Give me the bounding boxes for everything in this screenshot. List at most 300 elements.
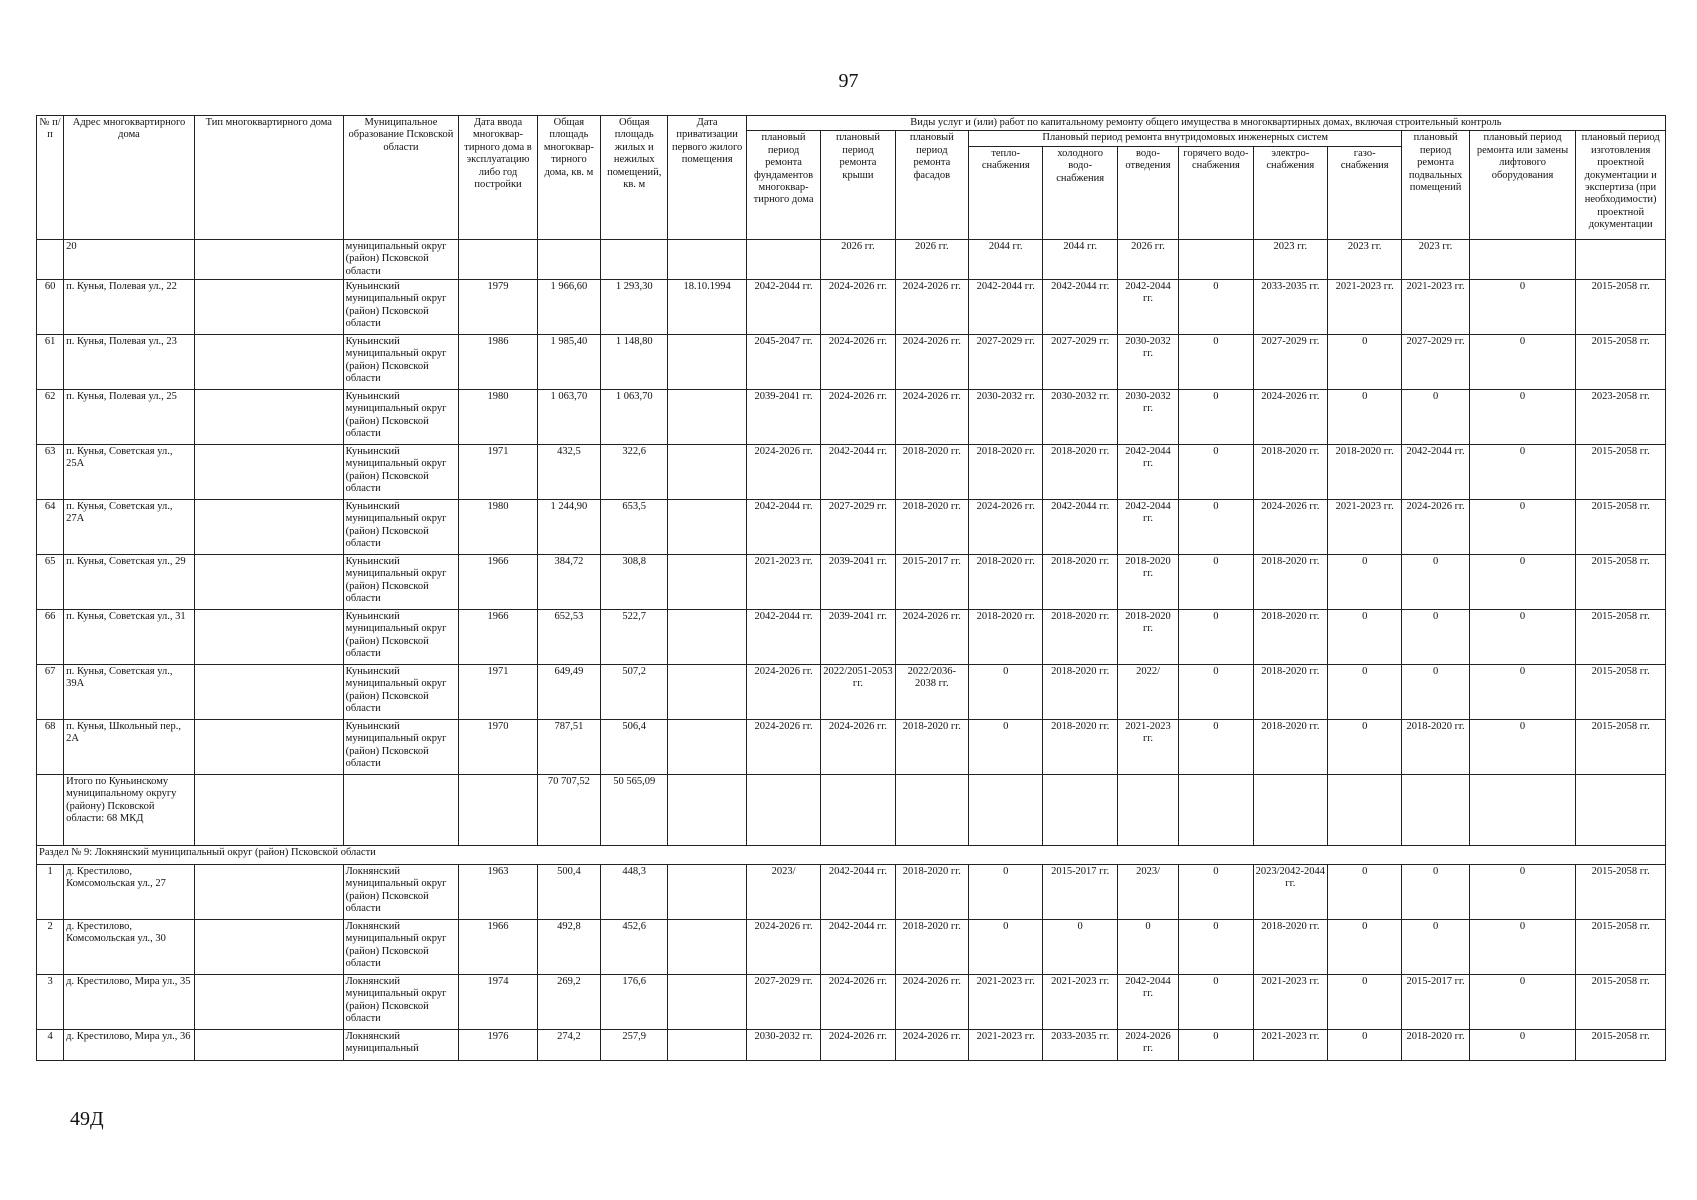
table-row-total (37, 775, 1666, 846)
table-cell (668, 555, 746, 610)
table-cell: 0 (1179, 335, 1253, 390)
table-cell: 787,51 (537, 720, 600, 775)
table-cell (1576, 239, 1666, 279)
table-cell: 70 707,52 (537, 775, 600, 846)
table-cell: 0 (1328, 665, 1402, 720)
table-cell: 3 (37, 975, 64, 1030)
table-cell: 384,72 (537, 555, 600, 610)
table-cell: 2015-2058 гг. (1576, 665, 1666, 720)
table-cell: 2030-2032 гг. (969, 390, 1043, 445)
table-cell: 18.10.1994 (668, 280, 746, 335)
header-roof: плановый период ремонта крыши (821, 131, 895, 239)
table-cell: 2018-2020 гг. (1253, 445, 1327, 500)
table-cell: 2022/2036-2038 гг. (895, 665, 968, 720)
table-cell: 1 063,70 (537, 390, 600, 445)
table-cell: 2015-2058 гг. (1576, 920, 1666, 975)
header-municipality: Муниципальное образование Псковской области (343, 116, 459, 240)
table-cell: 1 (37, 865, 64, 920)
table-cell: 2015-2058 гг. (1576, 865, 1666, 920)
table-cell: 2015-2058 гг. (1576, 720, 1666, 775)
table-cell: 2024-2026 гг. (821, 280, 895, 335)
header-heat: тепло-снабжения (969, 146, 1043, 239)
table-cell: 448,3 (601, 865, 668, 920)
table-cell: 1974 (459, 975, 537, 1030)
table-cell: 67 (37, 665, 64, 720)
table-cell: 2018-2020 гг. (1117, 610, 1178, 665)
table-cell: 0 (1402, 390, 1469, 445)
table-cell: 2023/2042-2044 гг. (1253, 865, 1327, 920)
table-cell (821, 775, 895, 846)
table-cell: 2027-2029 гг. (1402, 335, 1469, 390)
table-cell: Куньинский муниципальный округ (район) Псковской области (343, 390, 459, 445)
table-cell: 1966 (459, 555, 537, 610)
table-cell: 492,8 (537, 920, 600, 975)
table-cell: 0 (1328, 335, 1402, 390)
table-cell: 1 148,80 (601, 335, 668, 390)
table-cell (194, 665, 343, 720)
table-cell: 0 (1402, 665, 1469, 720)
table-cell: д. Крестилово, Мира ул., 35 (64, 975, 195, 1030)
table-cell (1043, 775, 1117, 846)
table-cell: 0 (1179, 390, 1253, 445)
table-cell: 308,8 (601, 555, 668, 610)
table-cell: 61 (37, 335, 64, 390)
table-cell: 2023 гг. (1253, 239, 1327, 279)
table-cell: 652,53 (537, 610, 600, 665)
table-cell: 2021-2023 гг. (1328, 500, 1402, 555)
table-cell: 1971 (459, 665, 537, 720)
table-cell: 0 (1469, 445, 1576, 500)
table-cell: 0 (1469, 335, 1576, 390)
header-basement: плановый период ремонта подвальных помещений (1402, 131, 1469, 239)
table-cell: 269,2 (537, 975, 600, 1030)
table-cell: 1980 (459, 500, 537, 555)
table-cell (1402, 775, 1469, 846)
table-cell: 0 (1328, 1030, 1402, 1061)
table-cell: 0 (1469, 555, 1576, 610)
table-cell: 2024-2026 гг. (895, 280, 968, 335)
table-cell: 2018-2020 гг. (969, 555, 1043, 610)
table-cell (194, 555, 343, 610)
table-cell: 0 (1179, 445, 1253, 500)
table-cell: 2024-2026 гг. (895, 610, 968, 665)
header-gas: газо-снабжения (1328, 146, 1402, 239)
table-cell: 2026 гг. (895, 239, 968, 279)
table-cell: 2042-2044 гг. (1043, 280, 1117, 335)
table-cell: 0 (1328, 975, 1402, 1030)
table-cell: 2039-2041 гг. (746, 390, 820, 445)
table-cell: муниципальный округ (район) Псковской области (343, 239, 459, 279)
table-cell: 500,4 (537, 865, 600, 920)
table-cell: 2024-2026 гг. (821, 1030, 895, 1061)
table-cell: 2021-2023 гг. (746, 555, 820, 610)
table-cell: 522,7 (601, 610, 668, 665)
table-cell: 0 (1402, 555, 1469, 610)
table-cell: 2018-2020 гг. (1043, 665, 1117, 720)
table-cell: Куньинский муниципальный округ (район) Псковской области (343, 555, 459, 610)
table-cell (668, 865, 746, 920)
table-cell: 0 (1179, 500, 1253, 555)
table-cell: 2021-2023 гг. (1253, 975, 1327, 1030)
table-cell: 2030-2032 гг. (1043, 390, 1117, 445)
table-cell: 506,4 (601, 720, 668, 775)
table-cell: 2026 гг. (1117, 239, 1178, 279)
table-cell: 2045-2047 гг. (746, 335, 820, 390)
table-cell: 2 (37, 920, 64, 975)
table-cell: 0 (1179, 975, 1253, 1030)
table-cell: п. Кунья, Полевая ул., 23 (64, 335, 195, 390)
table-cell: 0 (1179, 610, 1253, 665)
table-cell: 2023-2058 гг. (1576, 390, 1666, 445)
table-cell: 653,5 (601, 500, 668, 555)
table-cell: 2018-2020 гг. (895, 865, 968, 920)
table-cell: 2039-2041 гг. (821, 555, 895, 610)
table-cell: 0 (1328, 555, 1402, 610)
table-cell: 2027-2029 гг. (821, 500, 895, 555)
table-cell: п. Кунья, Советская ул., 27А (64, 500, 195, 555)
table-cell: 0 (1179, 280, 1253, 335)
table-cell (1469, 239, 1576, 279)
table-cell: 2044 гг. (969, 239, 1043, 279)
table-cell: 0 (1179, 865, 1253, 920)
table-cell: п. Кунья, Советская ул., 29 (64, 555, 195, 610)
table-cell: 2018-2020 гг. (1043, 720, 1117, 775)
table-cell: Куньинский муниципальный округ (район) Псковской области (343, 445, 459, 500)
table-cell: 2015-2017 гг. (895, 555, 968, 610)
table-cell: 0 (1469, 865, 1576, 920)
table-row (37, 390, 1666, 445)
table-cell: 2018-2020 гг. (1043, 555, 1117, 610)
table-cell: 1970 (459, 720, 537, 775)
table-cell: 2042-2044 гг. (746, 500, 820, 555)
table-cell: 2042-2044 гг. (1043, 500, 1117, 555)
table-cell: 2027-2029 гг. (746, 975, 820, 1030)
table-cell: 0 (1179, 555, 1253, 610)
table-cell: 0 (1328, 720, 1402, 775)
table-row (37, 1030, 1666, 1061)
table-cell (194, 390, 343, 445)
table-cell: Локнянский муниципальный округ (район) Псковской области (343, 975, 459, 1030)
table-cell: 2015-2017 гг. (1402, 975, 1469, 1030)
table-cell (895, 775, 968, 846)
table-cell: 1986 (459, 335, 537, 390)
table-cell: 0 (1469, 610, 1576, 665)
table-row (37, 500, 1666, 555)
table-cell (668, 665, 746, 720)
table-cell: 2015-2017 гг. (1043, 865, 1117, 920)
table-cell: 62 (37, 390, 64, 445)
table-cell: 2024-2026 гг. (1253, 500, 1327, 555)
table-cell (1117, 775, 1178, 846)
table-cell: 322,6 (601, 445, 668, 500)
table-cell: 2042-2044 гг. (1117, 445, 1178, 500)
table-cell: Локнянский муниципальный округ (район) Псковской области (343, 920, 459, 975)
table-cell: 2024-2026 гг. (821, 390, 895, 445)
table-cell: 2042-2044 гг. (1117, 280, 1178, 335)
table-cell: 0 (1402, 920, 1469, 975)
table-cell: 2018-2020 гг. (1253, 610, 1327, 665)
table-cell: 0 (1328, 865, 1402, 920)
table-row (37, 665, 1666, 720)
table-cell: 1 293,30 (601, 280, 668, 335)
table-cell: 2027-2029 гг. (1043, 335, 1117, 390)
table-cell: 0 (1469, 1030, 1576, 1061)
table-cell: 2018-2020 гг. (969, 610, 1043, 665)
table-cell (194, 610, 343, 665)
table-cell: 2021-2023 гг. (1043, 975, 1117, 1030)
table-cell (668, 390, 746, 445)
table-cell (194, 720, 343, 775)
table-cell: 507,2 (601, 665, 668, 720)
table-cell (194, 445, 343, 500)
table-cell: 2018-2020 гг. (1253, 555, 1327, 610)
table-cell (459, 239, 537, 279)
table-cell: 2026 гг. (821, 239, 895, 279)
table-cell: 60 (37, 280, 64, 335)
table-cell: 2018-2020 гг. (895, 720, 968, 775)
header-engineering-group: Плановый период ремонта внутридомовых инженерных систем (969, 131, 1402, 146)
table-cell: 0 (1179, 1030, 1253, 1061)
table-cell: 0 (1469, 720, 1576, 775)
table-cell: д. Крестилово, Комсомольская ул., 30 (64, 920, 195, 975)
table-cell: 2021-2023 гг. (1402, 280, 1469, 335)
table-cell: п. Кунья, Полевая ул., 22 (64, 280, 195, 335)
table-cell: 2042-2044 гг. (746, 610, 820, 665)
table-cell: 2030-2032 гг. (746, 1030, 820, 1061)
table-cell: 2030-2032 гг. (1117, 335, 1178, 390)
table-cell: 0 (1179, 720, 1253, 775)
table-cell: 2024-2026 гг. (895, 1030, 968, 1061)
table-cell: 2042-2044 гг. (821, 920, 895, 975)
table-cell (194, 975, 343, 1030)
table-cell (746, 775, 820, 846)
header-facade: плановый период ремонта фасадов (895, 131, 968, 239)
table-cell: п. Кунья, Полевая ул., 25 (64, 390, 195, 445)
table-cell (1179, 775, 1253, 846)
section-title: Раздел № 9: Локнянский муниципальный округ (район) Псковской области (37, 846, 1666, 865)
table-cell (668, 975, 746, 1030)
table-cell (746, 239, 820, 279)
table-cell (194, 500, 343, 555)
table-cell: 2039-2041 гг. (821, 610, 895, 665)
table-row (37, 335, 1666, 390)
table-cell: 0 (969, 665, 1043, 720)
table-cell: 2042-2044 гг. (1117, 975, 1178, 1030)
table-cell: 0 (1469, 665, 1576, 720)
table-row (37, 920, 1666, 975)
header-privatization-date: Дата приватизации первого жилого помещения (668, 116, 746, 240)
table-cell: 0 (1469, 500, 1576, 555)
table-cell: 2018-2020 гг. (1253, 920, 1327, 975)
table-cell: 2018-2020 гг. (1043, 610, 1117, 665)
table-cell: 1971 (459, 445, 537, 500)
table-cell (601, 239, 668, 279)
table-cell: 0 (1469, 390, 1576, 445)
table-cell: 2015-2058 гг. (1576, 445, 1666, 500)
header-address: Адрес многоквартирного дома (64, 116, 195, 240)
table-row (37, 865, 1666, 920)
table-cell: 2018-2020 гг. (895, 500, 968, 555)
table-cell: 0 (1117, 920, 1178, 975)
table-cell: 0 (1328, 390, 1402, 445)
table-cell (343, 775, 459, 846)
table-cell (194, 335, 343, 390)
table-cell: 1979 (459, 280, 537, 335)
table-cell: 0 (1469, 280, 1576, 335)
table-cell: 2015-2058 гг. (1576, 975, 1666, 1030)
table-cell: 0 (1469, 975, 1576, 1030)
table-cell: 2022/2051-2053 гг. (821, 665, 895, 720)
table-cell: д. Крестилово, Мира ул., 36 (64, 1030, 195, 1061)
table-cell: 2018-2020 гг. (1402, 1030, 1469, 1061)
table-cell: 2024-2026 гг. (895, 335, 968, 390)
table-cell: 2024-2026 гг. (746, 665, 820, 720)
table-cell: Локнянский муниципальный округ (район) Псковской области (343, 865, 459, 920)
table-cell: 1966 (459, 920, 537, 975)
table-cell: 2021-2023 гг. (969, 975, 1043, 1030)
table-cell (194, 280, 343, 335)
table-cell (194, 865, 343, 920)
table-cell: 2021-2023 гг. (1253, 1030, 1327, 1061)
table-cell: 2033-2035 гг. (1043, 1030, 1117, 1061)
table-cell (1179, 239, 1253, 279)
table-cell (194, 1030, 343, 1061)
table-cell: 2033-2035 гг. (1253, 280, 1327, 335)
table-cell: 2024-2026 гг. (1253, 390, 1327, 445)
table-row (37, 280, 1666, 335)
table-cell: 68 (37, 720, 64, 775)
table-cell: 257,9 (601, 1030, 668, 1061)
footer-code: 49Д (70, 1108, 104, 1130)
table-cell: 2018-2020 гг. (1117, 555, 1178, 610)
table-cell: 2023/ (1117, 865, 1178, 920)
table-cell: 1 966,60 (537, 280, 600, 335)
table-cell (969, 775, 1043, 846)
table-cell: 2018-2020 гг. (1253, 720, 1327, 775)
table-cell: 1980 (459, 390, 537, 445)
header-total-area: Общая площадь многоквар-тирного дома, кв. м (537, 116, 600, 240)
table-cell: 2015-2058 гг. (1576, 1030, 1666, 1061)
table-cell (1253, 775, 1327, 846)
table-cell (668, 239, 746, 279)
table-row-continuation (37, 239, 1666, 279)
table-cell: Куньинский муниципальный округ (район) Псковской области (343, 335, 459, 390)
table-cell: 2042-2044 гг. (1117, 500, 1178, 555)
table-cell (668, 775, 746, 846)
table-cell: 2018-2020 гг. (1043, 445, 1117, 500)
table-cell: 2015-2058 гг. (1576, 335, 1666, 390)
table-cell: 2042-2044 гг. (969, 280, 1043, 335)
header-num: № п/п (37, 116, 64, 240)
table-row (37, 975, 1666, 1030)
header-foundation: плановый период ремонта фундаментов многоквар-тирного дома (746, 131, 820, 239)
table-cell (668, 335, 746, 390)
table-cell: 2018-2020 гг. (1402, 720, 1469, 775)
table-cell: 2021-2023 гг. (969, 1030, 1043, 1061)
table-cell: 1966 (459, 610, 537, 665)
table-cell (1469, 775, 1576, 846)
table-cell: 0 (969, 920, 1043, 975)
header-design-docs: плановый период изготовления проектной документации и экспертиза (при необходимости) проектной документации (1576, 131, 1666, 239)
table-cell: 2024-2026 гг. (821, 335, 895, 390)
table-cell: 63 (37, 445, 64, 500)
table-cell (668, 445, 746, 500)
table-cell: Куньинский муниципальный округ (район) Псковской области (343, 500, 459, 555)
table-cell: 0 (1328, 920, 1402, 975)
header-living-area: Общая площадь жилых и нежилых помещений, кв. м (601, 116, 668, 240)
table-cell: 176,6 (601, 975, 668, 1030)
table-cell: 2023 гг. (1402, 239, 1469, 279)
table-cell: 2042-2044 гг. (821, 445, 895, 500)
header-date-commission: Дата ввода многоквар-тирного дома в эксплуатацию либо год постройки (459, 116, 537, 240)
table-cell: 2024-2026 гг. (746, 720, 820, 775)
table-cell (194, 920, 343, 975)
table-cell: 0 (1402, 865, 1469, 920)
table-cell: Куньинский муниципальный округ (район) Псковской области (343, 665, 459, 720)
header-type: Тип многоквартирного дома (194, 116, 343, 240)
table-cell: 2018-2020 гг. (895, 920, 968, 975)
table-cell: 64 (37, 500, 64, 555)
table-cell: 2042-2044 гг. (1402, 445, 1469, 500)
table-cell (537, 239, 600, 279)
table-cell: 2022/ (1117, 665, 1178, 720)
section-header-row (37, 846, 1666, 865)
table-cell: 2027-2029 гг. (969, 335, 1043, 390)
table-cell: Куньинский муниципальный округ (район) Псковской области (343, 720, 459, 775)
table-cell: 20 (64, 239, 195, 279)
table-cell (1576, 775, 1666, 846)
table-cell: 0 (969, 720, 1043, 775)
table-cell: 0 (1328, 610, 1402, 665)
table-row (37, 445, 1666, 500)
table-cell: 2015-2058 гг. (1576, 500, 1666, 555)
table-cell: 2024-2026 гг. (1402, 500, 1469, 555)
table-cell: 2015-2058 гг. (1576, 280, 1666, 335)
page-number: 97 (838, 70, 859, 92)
table-cell: 2018-2020 гг. (1253, 665, 1327, 720)
table-cell: п. Кунья, Школьный пер., 2А (64, 720, 195, 775)
table-cell: 50 565,09 (601, 775, 668, 846)
table-cell: Куньинский муниципальный округ (район) Псковской области (343, 610, 459, 665)
header-cold-water: холодного водо-снабжения (1043, 146, 1117, 239)
table-cell: 2042-2044 гг. (746, 280, 820, 335)
table-cell: 0 (969, 865, 1043, 920)
table-cell: Итого по Куньинскому муниципальному округу (району) Псковской области: 68 МКД (64, 775, 195, 846)
table-cell: 2024-2026 гг. (746, 920, 820, 975)
table-cell: 0 (1179, 665, 1253, 720)
table-cell: 274,2 (537, 1030, 600, 1061)
table-cell: 2018-2020 гг. (969, 445, 1043, 500)
table-cell: 0 (1469, 920, 1576, 975)
header-sewer: водо-отведения (1117, 146, 1178, 239)
table-cell: 432,5 (537, 445, 600, 500)
table-cell (668, 720, 746, 775)
table-cell (668, 610, 746, 665)
table-cell: 2042-2044 гг. (821, 865, 895, 920)
table-cell (459, 775, 537, 846)
table-cell: 2018-2020 гг. (895, 445, 968, 500)
table-cell: 1 985,40 (537, 335, 600, 390)
table-cell: 2021-2023 гг. (1328, 280, 1402, 335)
table-cell: 2023 гг. (1328, 239, 1402, 279)
table-cell: 66 (37, 610, 64, 665)
table-cell: 649,49 (537, 665, 600, 720)
table-cell: 2015-2058 гг. (1576, 555, 1666, 610)
table-cell (194, 239, 343, 279)
table-cell: п. Кунья, Советская ул., 31 (64, 610, 195, 665)
table-cell: 0 (1402, 610, 1469, 665)
table-row (37, 720, 1666, 775)
